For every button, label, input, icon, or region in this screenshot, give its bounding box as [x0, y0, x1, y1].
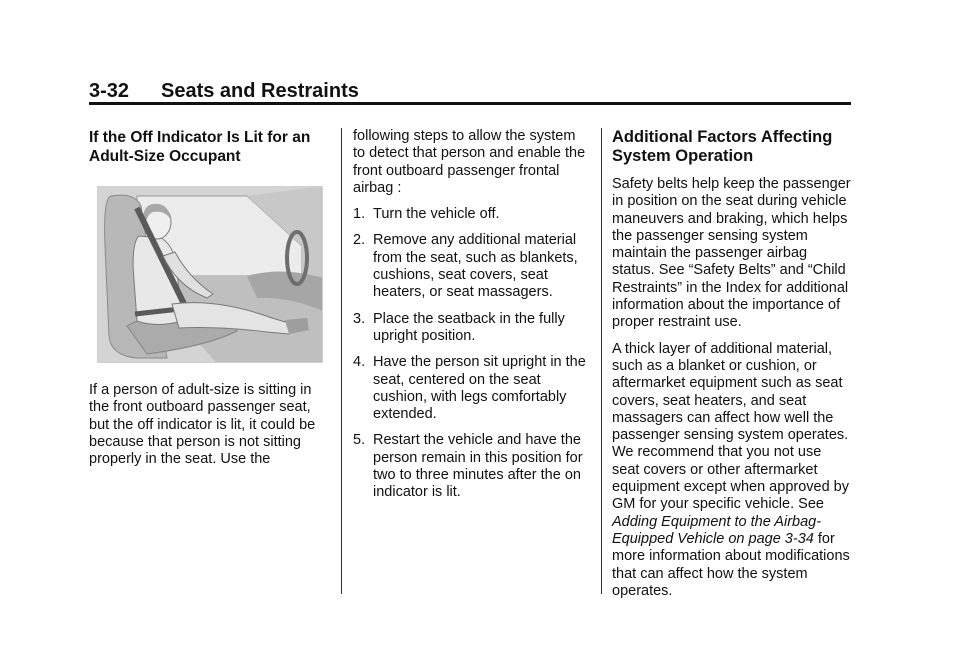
paragraph-thick-layer: A thick layer of additional material, such as a blanket or cushion, or aftermarket equipment such as seat covers, seat heaters, and seat massagers can affect how well the passenger sensing system operates. We recommend that you not use seat covers or other aftermarket equipment except when approved by GM for your specific vehicle. See Adding Equipment to the Airbag-Equipped Vehicle on page 3-34 for more information about modifications that can affect how the system operates. [612, 340, 850, 599]
cross-reference-link[interactable]: Adding Equipment to the Airbag-Equipped Vehicle on page 3-34 [612, 513, 822, 547]
list-item: 5. Restart the vehicle and have the person remain in this position for two to three minutes after the on indicator is lit. [353, 432, 583, 501]
paragraph-adult-size: If a person of adult-size is sitting in the front outboard passenger seat, but the off indicator is lit, it could be because that person is not sitting properly in the seat. Use the [89, 382, 316, 468]
adult-passenger-seated-illustration-icon [97, 186, 323, 363]
column-right [612, 128, 852, 609]
section-title: Seats and Restraints [161, 80, 359, 102]
column-middle [353, 128, 591, 511]
list-item: 4. Have the person sit upright in the seat, centered on the seat cushion, with legs comfortably extended. [353, 354, 586, 423]
paragraph-steps-intro: following steps to allow the system to detect that person and enable the front outboard passenger frontal airbag : [353, 128, 586, 196]
paragraph-safety-belts: Safety belts help keep the passenger in position on the seat during vehicle maneuvers and braking, which helps the passenger sensing system maintain the passenger airbag status. See “Safety Belts” and “Child Restraints” in the Index for additional information about the importance of proper restraint use. [612, 176, 851, 331]
list-item: 2. Remove any additional material from the seat, such as blankets, cushions, seat covers, seat heaters, or seat massagers. [353, 232, 578, 301]
column-divider [341, 128, 342, 594]
header-rule [89, 102, 851, 105]
list-item: 3. Place the seatback in the fully upright position. [353, 310, 565, 344]
column-left [89, 128, 329, 477]
column-divider [601, 128, 602, 594]
subheading-additional-factors: Additional Factors Affecting System Operation [612, 128, 833, 165]
list-item: 1. Turn the vehicle off. [353, 206, 500, 223]
subheading-off-indicator: If the Off Indicator Is Lit for an Adult-Size Occupant [89, 129, 311, 165]
page-number: 3-32 [89, 80, 130, 102]
figure-adult-occupant [97, 186, 323, 363]
steps-list [353, 206, 591, 501]
